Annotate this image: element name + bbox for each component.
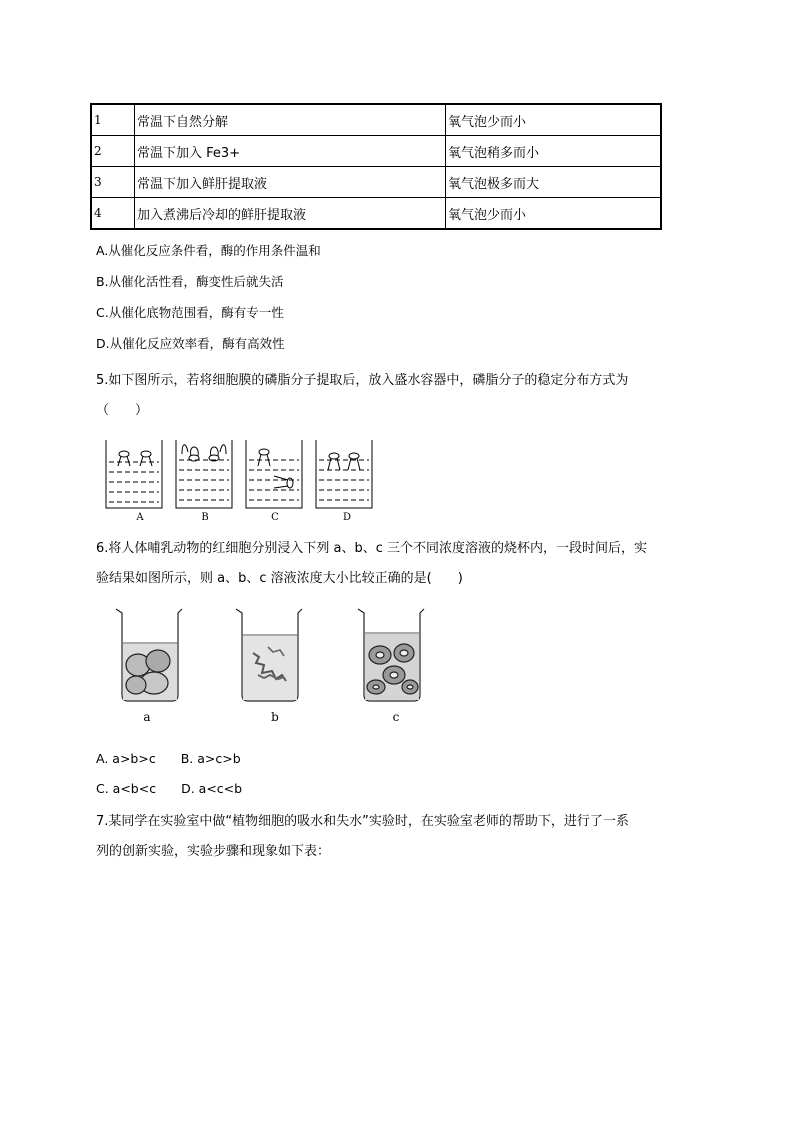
row-result: 氧气泡极多而大 <box>446 167 662 198</box>
red-cell-beakers-figure <box>108 603 438 705</box>
table-row <box>91 198 661 230</box>
q6-options-cd: C. a<b<c D. a<c<b <box>96 781 243 796</box>
row-condition: 常温下加入鲜肝提取液 <box>135 167 446 198</box>
q4-option-c: C.从催化底物范围看，酶有专一性 <box>96 305 284 320</box>
beaker-c <box>358 609 424 701</box>
q4-option-a: A.从催化反应条件看，酶的作用条件温和 <box>96 243 321 258</box>
table-row <box>91 104 661 136</box>
beaker-label-b: b <box>271 710 279 724</box>
container-d <box>316 440 372 508</box>
row-result: 氧气泡少而小 <box>446 198 662 230</box>
row-number: 3 <box>91 167 135 198</box>
row-result: 氧气泡稍多而小 <box>446 136 662 167</box>
q5-answer-bracket: （ ） <box>96 403 149 418</box>
container-b <box>176 440 232 508</box>
row-number: 4 <box>91 198 135 230</box>
table-row <box>91 167 661 198</box>
beaker-label-a: a <box>143 710 151 724</box>
q7-stem-line1: 7.某同学在实验室中做“植物细胞的吸水和失水”实验时，在实验室老师的帮助下，进行了一系 <box>96 814 629 829</box>
row-condition: 加入煮沸后冷却的鲜肝提取液 <box>135 198 446 230</box>
container-c <box>246 440 302 508</box>
figure-label-c: C <box>271 512 279 523</box>
container-a <box>106 440 162 508</box>
q5-stem: 5.如下图所示，若将细胞膜的磷脂分子提取后，放入盛水容器中，磷脂分子的稳定分布方式为 <box>96 373 629 388</box>
row-result: 氧气泡少而小 <box>446 104 662 136</box>
q6-options-ab: A. a>b>c B. a>c>b <box>96 751 241 766</box>
figure-label-b: B <box>201 512 209 523</box>
q6-stem-line2: 验结果如图所示，则 a、b、c 溶液浓度大小比较正确的是( ) <box>96 571 463 586</box>
row-number: 2 <box>91 136 135 167</box>
row-number: 1 <box>91 104 135 136</box>
q4-option-b: B.从催化活性看，酶变性后就失活 <box>96 274 284 289</box>
figure-label-d: D <box>342 512 352 523</box>
phospholipid-containers-figure <box>100 436 380 524</box>
experiment-table <box>90 103 662 230</box>
figure-label-a: A <box>136 512 144 523</box>
beaker-b <box>236 609 302 701</box>
beaker-label-c: c <box>392 710 400 724</box>
beaker-a <box>116 609 182 701</box>
q4-option-d: D.从催化反应效率看，酶有高效性 <box>96 336 285 351</box>
q6-stem-line1: 6.将人体哺乳动物的红细胞分别浸入下列 a、b、c 三个不同浓度溶液的烧杯内，一段时间后，实 <box>96 541 648 556</box>
table-row <box>91 136 661 167</box>
row-condition: 常温下自然分解 <box>135 104 446 136</box>
row-condition: 常温下加入 Fe3+ <box>135 136 446 167</box>
q7-stem-line2: 列的创新实验，实验步骤和现象如下表： <box>96 844 331 859</box>
